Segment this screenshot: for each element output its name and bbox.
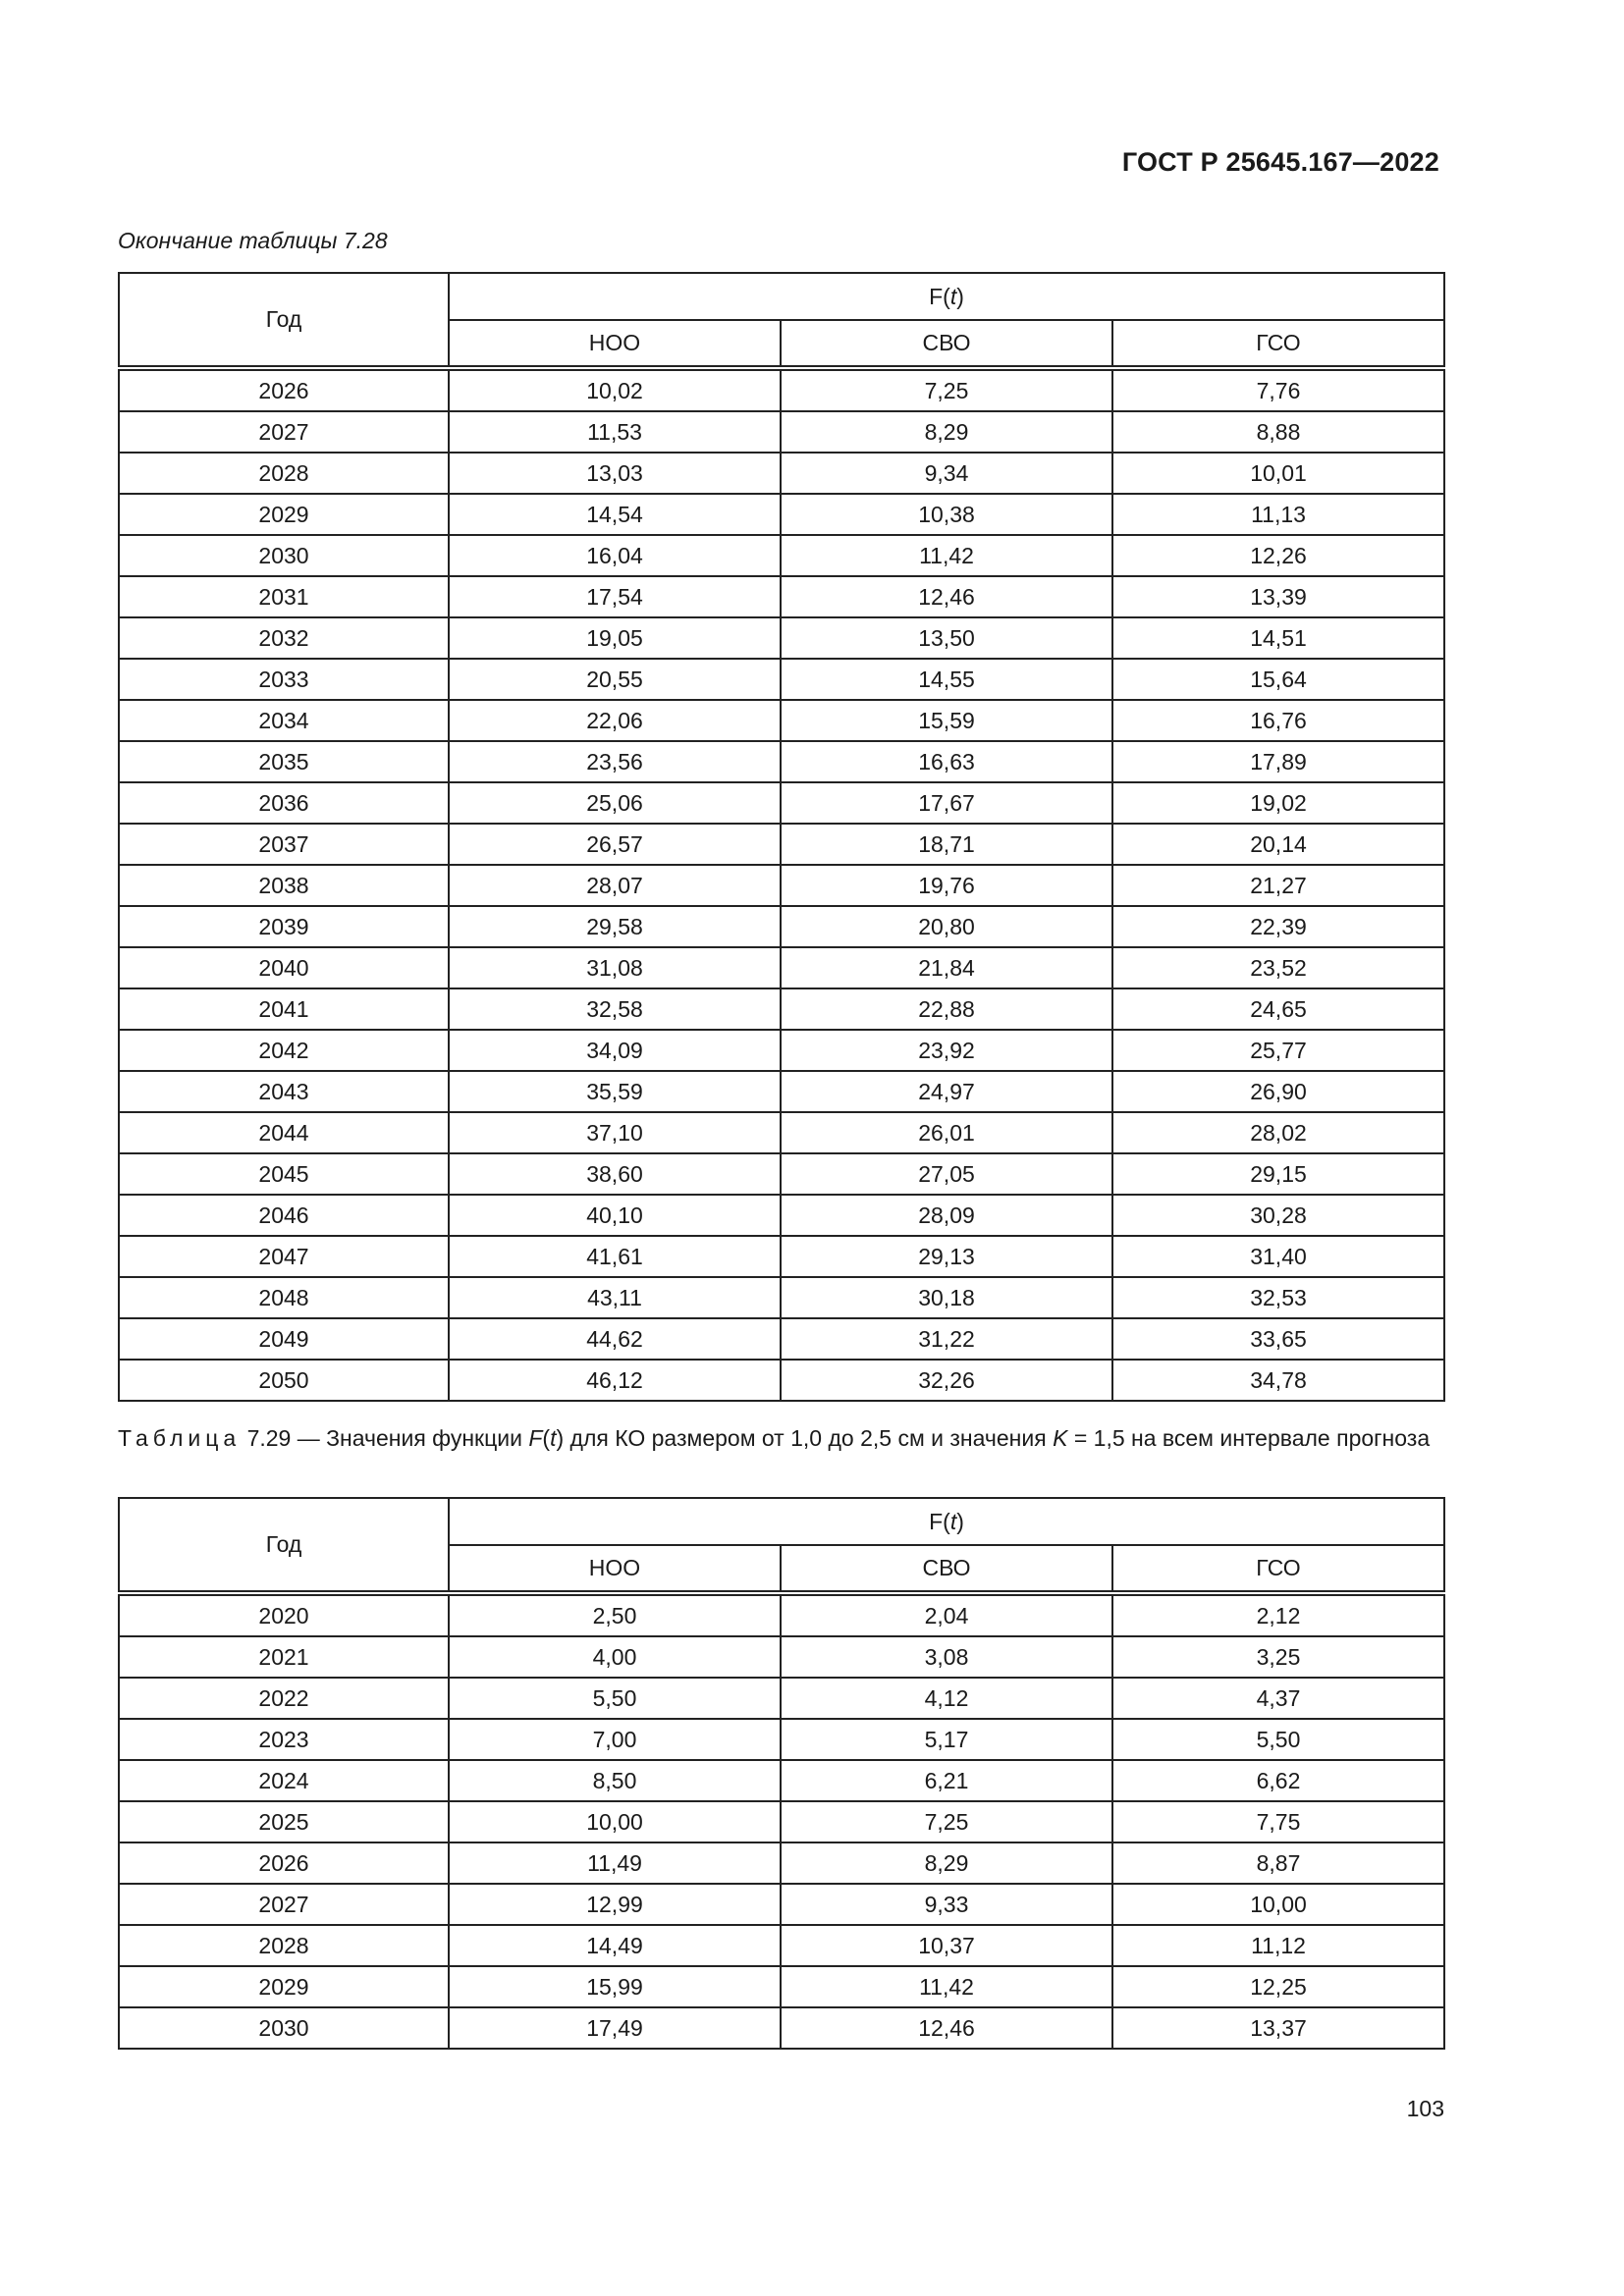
cell-svo: 12,46 — [781, 2007, 1112, 2049]
column-header-year: Год — [119, 273, 449, 368]
cell-noo: 11,49 — [449, 1842, 781, 1884]
cell-gso: 13,37 — [1112, 2007, 1444, 2049]
table-row — [119, 741, 1444, 782]
cell-gso: 14,51 — [1112, 617, 1444, 659]
cell-gso: 28,02 — [1112, 1112, 1444, 1153]
cell-svo: 3,08 — [781, 1636, 1112, 1678]
table-row — [119, 1030, 1444, 1071]
cell-noo: 32,58 — [449, 988, 781, 1030]
cell-noo: 13,03 — [449, 453, 781, 494]
column-group-header-ft — [449, 273, 1444, 320]
page-number: 103 — [1406, 2096, 1444, 2121]
table-row — [119, 824, 1444, 865]
cell-year: 2037 — [119, 824, 449, 865]
cell-svo: 12,46 — [781, 576, 1112, 617]
table-729-caption: Таблица 7.29 — Значения функции F(t) для КО размером от 1,0 до 2,5 см и значения K = 1,5 на всем интервале прогноза — [118, 1425, 1431, 1451]
cell-gso: 7,75 — [1112, 1801, 1444, 1842]
cell-year: 2049 — [119, 1318, 449, 1360]
cell-noo: 41,61 — [449, 1236, 781, 1277]
cell-gso: 26,90 — [1112, 1071, 1444, 1112]
table-row — [119, 1236, 1444, 1277]
cell-noo: 4,00 — [449, 1636, 781, 1678]
table-row — [119, 2007, 1444, 2049]
cell-svo: 16,63 — [781, 741, 1112, 782]
table-row — [119, 1925, 1444, 1966]
cell-noo: 40,10 — [449, 1195, 781, 1236]
cell-noo: 16,04 — [449, 535, 781, 576]
cell-year: 2027 — [119, 1884, 449, 1925]
cell-noo: 15,99 — [449, 1966, 781, 2007]
cell-gso: 12,26 — [1112, 535, 1444, 576]
column-header-noo: НОО — [449, 320, 781, 368]
cell-svo: 29,13 — [781, 1236, 1112, 1277]
ft-suffix: ) — [956, 1508, 964, 1534]
cell-svo: 19,76 — [781, 865, 1112, 906]
table-row — [119, 1678, 1444, 1719]
cell-svo: 22,88 — [781, 988, 1112, 1030]
cell-year: 2029 — [119, 1966, 449, 2007]
table-row — [119, 1966, 1444, 2007]
cell-noo: 7,00 — [449, 1719, 781, 1760]
cell-noo: 12,99 — [449, 1884, 781, 1925]
cell-gso: 17,89 — [1112, 741, 1444, 782]
cell-svo: 10,37 — [781, 1925, 1112, 1966]
cell-svo: 32,26 — [781, 1360, 1112, 1401]
column-group-header-ft — [449, 1498, 1444, 1545]
cell-noo: 11,53 — [449, 411, 781, 453]
ft-variable: t — [949, 1508, 957, 1534]
cell-gso: 23,52 — [1112, 947, 1444, 988]
table-row — [119, 1593, 1444, 1636]
cell-year: 2045 — [119, 1153, 449, 1195]
cell-noo: 28,07 — [449, 865, 781, 906]
table-label: Таблица — [118, 1425, 242, 1451]
cell-noo: 14,49 — [449, 1925, 781, 1966]
cell-svo: 9,34 — [781, 453, 1112, 494]
cell-svo: 26,01 — [781, 1112, 1112, 1153]
cell-year: 2044 — [119, 1112, 449, 1153]
cell-noo: 35,59 — [449, 1071, 781, 1112]
column-header-noo: НОО — [449, 1545, 781, 1593]
table-row — [119, 1842, 1444, 1884]
cell-gso: 8,88 — [1112, 411, 1444, 453]
cell-noo: 19,05 — [449, 617, 781, 659]
cell-year: 2026 — [119, 368, 449, 411]
cell-noo: 43,11 — [449, 1277, 781, 1318]
table-row — [119, 1719, 1444, 1760]
cell-svo: 13,50 — [781, 617, 1112, 659]
cell-svo: 18,71 — [781, 824, 1112, 865]
column-header-year: Год — [119, 1498, 449, 1593]
table-row — [119, 1360, 1444, 1401]
cell-svo: 2,04 — [781, 1593, 1112, 1636]
table-row — [119, 947, 1444, 988]
table-row — [119, 1071, 1444, 1112]
cell-gso: 22,39 — [1112, 906, 1444, 947]
cell-year: 2032 — [119, 617, 449, 659]
cell-noo: 10,02 — [449, 368, 781, 411]
cell-noo: 23,56 — [449, 741, 781, 782]
table-row — [119, 1884, 1444, 1925]
cell-svo: 31,22 — [781, 1318, 1112, 1360]
cell-year: 2034 — [119, 700, 449, 741]
table-row — [119, 1318, 1444, 1360]
cell-year: 2038 — [119, 865, 449, 906]
cell-svo: 8,29 — [781, 411, 1112, 453]
cell-gso: 8,87 — [1112, 1842, 1444, 1884]
cell-year: 2048 — [119, 1277, 449, 1318]
cell-noo: 44,62 — [449, 1318, 781, 1360]
ft-suffix: ) — [956, 283, 964, 309]
cell-svo: 14,55 — [781, 659, 1112, 700]
cell-year: 2022 — [119, 1678, 449, 1719]
cell-svo: 24,97 — [781, 1071, 1112, 1112]
cell-gso: 29,15 — [1112, 1153, 1444, 1195]
cell-noo: 26,57 — [449, 824, 781, 865]
cell-noo: 20,55 — [449, 659, 781, 700]
cell-gso: 32,53 — [1112, 1277, 1444, 1318]
cell-year: 2036 — [119, 782, 449, 824]
cell-svo: 23,92 — [781, 1030, 1112, 1071]
column-header-gso: ГСО — [1112, 1545, 1444, 1593]
cell-noo: 17,49 — [449, 2007, 781, 2049]
table-row — [119, 906, 1444, 947]
cell-year: 2047 — [119, 1236, 449, 1277]
cell-year: 2035 — [119, 741, 449, 782]
column-header-gso: ГСО — [1112, 320, 1444, 368]
cell-gso: 10,00 — [1112, 1884, 1444, 1925]
cell-svo: 7,25 — [781, 368, 1112, 411]
table-row — [119, 1112, 1444, 1153]
cell-gso: 13,39 — [1112, 576, 1444, 617]
table-row — [119, 617, 1444, 659]
cell-year: 2031 — [119, 576, 449, 617]
cell-svo: 11,42 — [781, 535, 1112, 576]
cell-svo: 5,17 — [781, 1719, 1112, 1760]
caption-k: K — [1053, 1425, 1068, 1451]
cell-gso: 12,25 — [1112, 1966, 1444, 2007]
cell-svo: 15,59 — [781, 700, 1112, 741]
cell-svo: 8,29 — [781, 1842, 1112, 1884]
cell-noo: 14,54 — [449, 494, 781, 535]
cell-svo: 21,84 — [781, 947, 1112, 988]
cell-svo: 11,42 — [781, 1966, 1112, 2007]
cell-noo: 38,60 — [449, 1153, 781, 1195]
cell-gso: 7,76 — [1112, 368, 1444, 411]
cell-year: 2025 — [119, 1801, 449, 1842]
table-row — [119, 453, 1444, 494]
caption-f: F — [528, 1425, 543, 1451]
cell-year: 2028 — [119, 453, 449, 494]
cell-svo: 9,33 — [781, 1884, 1112, 1925]
cell-noo: 17,54 — [449, 576, 781, 617]
table-row — [119, 700, 1444, 741]
caption-t: t — [550, 1425, 557, 1451]
table-row — [119, 1195, 1444, 1236]
cell-svo: 30,18 — [781, 1277, 1112, 1318]
column-header-svo: СВО — [781, 320, 1112, 368]
table-row — [119, 576, 1444, 617]
table-728-body — [119, 368, 1444, 1401]
cell-gso: 10,01 — [1112, 453, 1444, 494]
cell-year: 2050 — [119, 1360, 449, 1401]
cell-year: 2024 — [119, 1760, 449, 1801]
cell-year: 2046 — [119, 1195, 449, 1236]
column-header-svo: СВО — [781, 1545, 1112, 1593]
cell-gso: 25,77 — [1112, 1030, 1444, 1071]
cell-noo: 8,50 — [449, 1760, 781, 1801]
cell-gso: 5,50 — [1112, 1719, 1444, 1760]
cell-svo: 7,25 — [781, 1801, 1112, 1842]
ft-prefix: F( — [929, 283, 950, 309]
cell-gso: 3,25 — [1112, 1636, 1444, 1678]
table-row — [119, 1636, 1444, 1678]
cell-gso: 2,12 — [1112, 1593, 1444, 1636]
table-row — [119, 1801, 1444, 1842]
cell-year: 2023 — [119, 1719, 449, 1760]
cell-noo: 34,09 — [449, 1030, 781, 1071]
cell-svo: 4,12 — [781, 1678, 1112, 1719]
cell-noo: 5,50 — [449, 1678, 781, 1719]
cell-year: 2042 — [119, 1030, 449, 1071]
cell-gso: 30,28 — [1112, 1195, 1444, 1236]
table-row — [119, 1153, 1444, 1195]
cell-gso: 24,65 — [1112, 988, 1444, 1030]
table-row — [119, 494, 1444, 535]
table-row — [119, 411, 1444, 453]
cell-year: 2041 — [119, 988, 449, 1030]
cell-gso: 21,27 — [1112, 865, 1444, 906]
cell-noo: 29,58 — [449, 906, 781, 947]
cell-gso: 6,62 — [1112, 1760, 1444, 1801]
cell-gso: 31,40 — [1112, 1236, 1444, 1277]
table-7-29 — [118, 1497, 1445, 2050]
cell-year: 2043 — [119, 1071, 449, 1112]
table-row — [119, 782, 1444, 824]
cell-svo: 28,09 — [781, 1195, 1112, 1236]
table-row — [119, 1760, 1444, 1801]
cell-gso: 20,14 — [1112, 824, 1444, 865]
table-row — [119, 1277, 1444, 1318]
ft-variable: t — [949, 283, 957, 309]
ft-prefix: F( — [929, 1508, 950, 1534]
cell-year: 2030 — [119, 2007, 449, 2049]
cell-gso: 4,37 — [1112, 1678, 1444, 1719]
cell-year: 2020 — [119, 1593, 449, 1636]
caption-end: = 1,5 на всем интервале прогноза — [1067, 1425, 1431, 1451]
cell-gso: 11,13 — [1112, 494, 1444, 535]
table-number: 7.29 — Значения функции — [246, 1425, 529, 1451]
table-row — [119, 659, 1444, 700]
cell-noo: 31,08 — [449, 947, 781, 988]
cell-noo: 25,06 — [449, 782, 781, 824]
cell-year: 2028 — [119, 1925, 449, 1966]
cell-gso: 33,65 — [1112, 1318, 1444, 1360]
table-728-continuation-caption: Окончание таблицы 7.28 — [118, 228, 388, 253]
cell-gso: 11,12 — [1112, 1925, 1444, 1966]
cell-noo: 37,10 — [449, 1112, 781, 1153]
cell-year: 2040 — [119, 947, 449, 988]
cell-gso: 16,76 — [1112, 700, 1444, 741]
cell-gso: 34,78 — [1112, 1360, 1444, 1401]
cell-svo: 27,05 — [781, 1153, 1112, 1195]
cell-svo: 6,21 — [781, 1760, 1112, 1801]
table-row — [119, 535, 1444, 576]
cell-svo: 20,80 — [781, 906, 1112, 947]
cell-year: 2033 — [119, 659, 449, 700]
cell-noo: 46,12 — [449, 1360, 781, 1401]
cell-noo: 2,50 — [449, 1593, 781, 1636]
table-row — [119, 865, 1444, 906]
table-row — [119, 988, 1444, 1030]
cell-svo: 17,67 — [781, 782, 1112, 824]
caption-mid: ) для КО размером от 1,0 до 2,5 см и значения — [556, 1425, 1054, 1451]
cell-year: 2029 — [119, 494, 449, 535]
cell-gso: 15,64 — [1112, 659, 1444, 700]
table-row — [119, 368, 1444, 411]
cell-gso: 19,02 — [1112, 782, 1444, 824]
cell-noo: 10,00 — [449, 1801, 781, 1842]
cell-svo: 10,38 — [781, 494, 1112, 535]
cell-noo: 22,06 — [449, 700, 781, 741]
cell-year: 2026 — [119, 1842, 449, 1884]
table-7-28 — [118, 272, 1445, 1402]
cell-year: 2030 — [119, 535, 449, 576]
cell-year: 2027 — [119, 411, 449, 453]
cell-year: 2021 — [119, 1636, 449, 1678]
cell-year: 2039 — [119, 906, 449, 947]
table-729-body — [119, 1593, 1444, 2049]
document-standard-header: ГОСТ Р 25645.167—2022 — [1121, 147, 1439, 177]
